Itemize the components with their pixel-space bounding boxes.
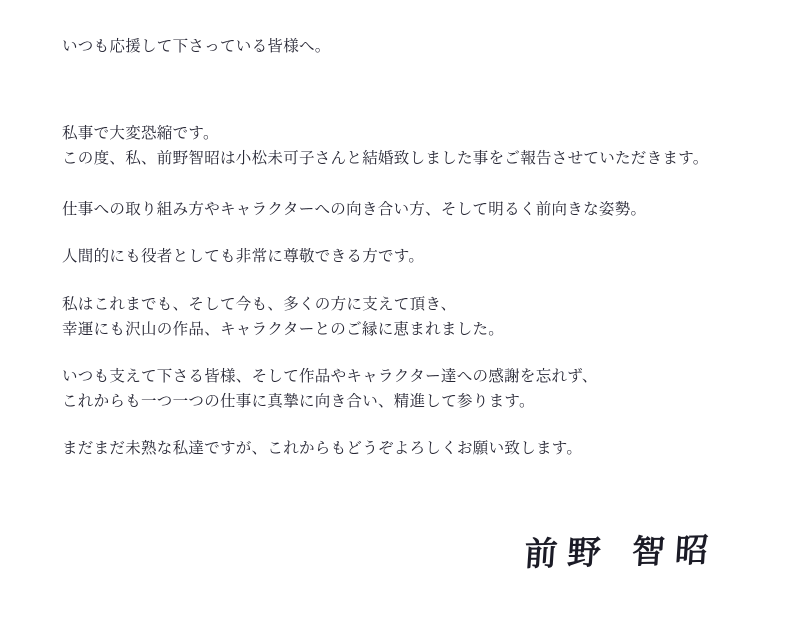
spacer: [62, 171, 730, 197]
signature: 前野 智昭: [523, 530, 720, 574]
spacer: [62, 59, 730, 121]
paragraph-line: 幸運にも沢山の作品、キャラクターとのご縁に恵まれました。: [62, 320, 505, 338]
letter-body: [62, 34, 730, 461]
paragraph-line: まだまだ未熟な私達ですが、これからもどうぞよろしくお願い致します。: [62, 439, 583, 457]
paragraph-line: これからも一つ一つの仕事に真摯に向き合い、精進して参ります。: [62, 392, 535, 410]
paragraph-closing: [62, 436, 730, 461]
spacer: [62, 342, 730, 364]
paragraph-line: 私はこれまでも、そして今も、多くの方に支えて頂き、: [62, 295, 457, 313]
paragraph-line: 仕事への取り組み方やキャラクターへの向き合い方、そして明るく前向きな姿勢。: [62, 201, 647, 219]
spacer: [62, 270, 730, 292]
paragraph-line: 私事で大変恐縮です。: [62, 125, 219, 143]
paragraph-respect-2: [62, 244, 730, 269]
spacer: [62, 222, 730, 244]
paragraph-respect-1: [62, 197, 730, 222]
signature-area: [458, 530, 720, 616]
salutation: いつも応援して下さっている皆様へ。: [62, 38, 331, 55]
paragraph-line: この度、私、前野智昭は小松未可子さんと結婚致しました事をご報告させていただきます。: [62, 150, 709, 168]
paragraph-line: 人間的にも役者としても非常に尊敬できる方です。: [62, 248, 425, 266]
paragraph-intro: [62, 121, 730, 171]
paragraph-gratitude: [62, 292, 730, 342]
paragraph-line: いつも支えて下さる皆様、そして作品やキャラクター達への感謝を忘れず、: [62, 367, 598, 385]
paragraph-promise: [62, 364, 730, 414]
spacer: [62, 414, 730, 436]
